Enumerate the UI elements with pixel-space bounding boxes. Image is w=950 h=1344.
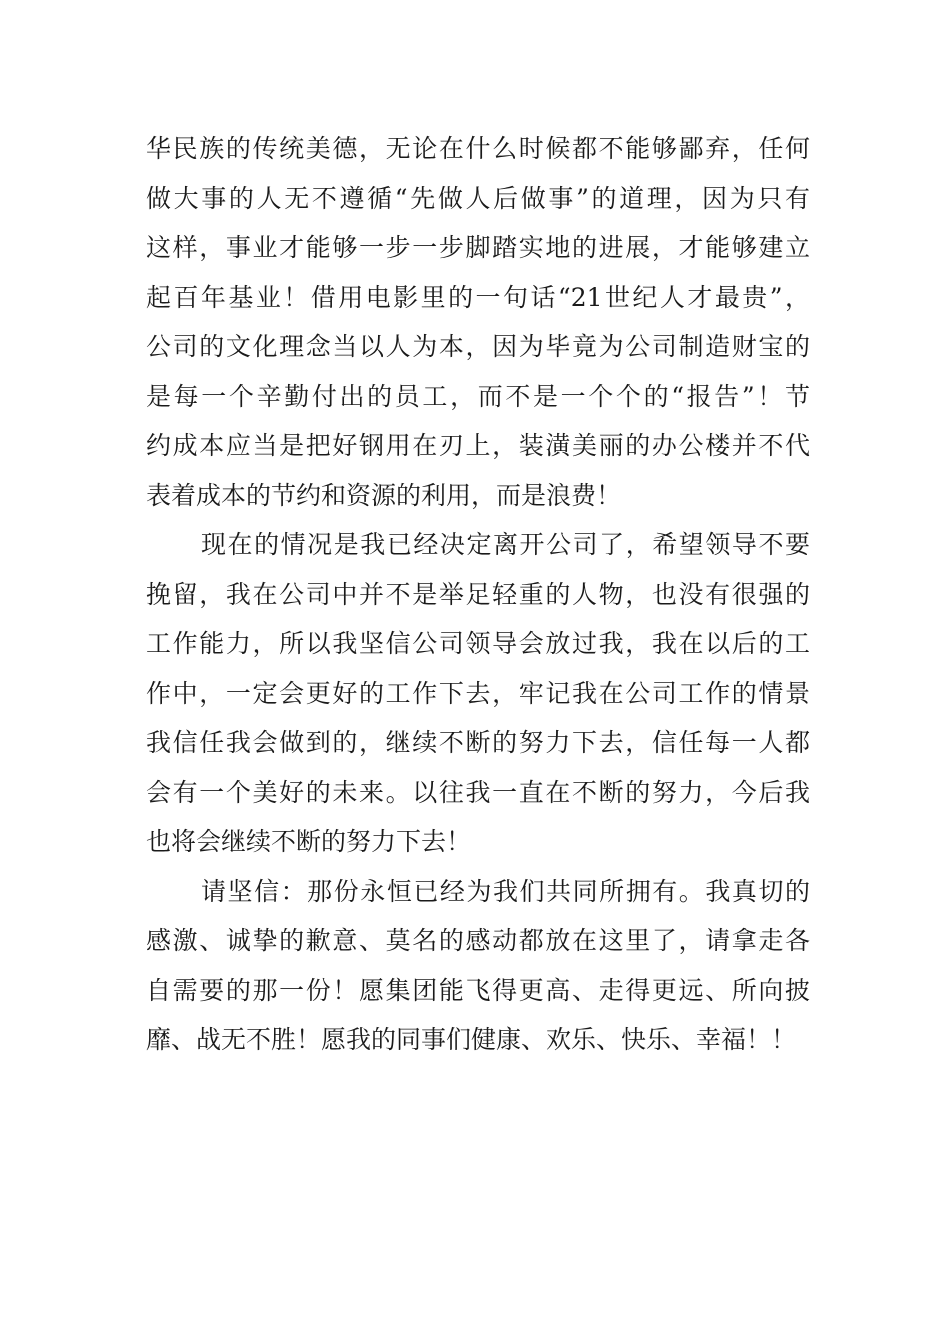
- text-line: 我信任我会做到的，继续不断的努力下去，信任每一人都: [146, 728, 810, 757]
- text-line: 华民族的传统美德，无论在什么时候都不能够鄙弃，任何: [146, 134, 810, 163]
- text-line: 这样，事业才能够一步一步脚踏实地的进展，才能够建立: [146, 233, 810, 262]
- text-line: 挽留，我在公司中并不是举足轻重的人物，也没有很强的: [146, 579, 810, 609]
- text-line: 作中，一定会更好的工作下去，牢记我在公司工作的情景: [146, 678, 810, 708]
- text-line: 是每一个辛勤付出的员工，而不是一个个的“报告”！节: [146, 381, 810, 411]
- paragraph-3: [146, 867, 810, 1065]
- text-line: 也将会继续不断的努力下去！: [146, 827, 472, 856]
- text-line: 自需要的那一份！愿集团能飞得更高、走得更远、所向披: [146, 975, 810, 1005]
- text-line: 表着成本的节约和资源的利用，而是浪费！: [146, 480, 622, 510]
- text-line: 靡、战无不胜！愿我的同事们健康、欢乐、快乐、幸福！！: [146, 1025, 797, 1054]
- text-line: 会有一个美好的未来。以往我一直在不断的努力，今后我: [146, 777, 810, 807]
- text-line: 约成本应当是把好钢用在刃上，装潢美丽的办公楼并不代: [146, 431, 810, 460]
- text-line: 起百年基业！借用电影里的一句话“21世纪人才最贵”，: [146, 282, 810, 312]
- paragraph-2: [146, 520, 810, 867]
- paragraph-1: [146, 124, 810, 520]
- text-line: 请坚信：那份永恒已经为我们共同所拥有。我真切的: [201, 876, 810, 906]
- text-line: 现在的情况是我已经决定离开公司了，希望领导不要: [201, 530, 810, 559]
- text-line: 公司的文化理念当以人为本，因为毕竟为公司制造财宝的: [146, 332, 810, 361]
- text-line: 工作能力，所以我坚信公司领导会放过我，我在以后的工: [146, 629, 810, 658]
- body-text: [146, 124, 810, 1065]
- text-line: 做大事的人无不遵循“先做人后做事”的道理，因为只有: [146, 183, 810, 213]
- text-line: 感激、诚挚的歉意、莫名的感动都放在这里了，请拿走各: [146, 926, 810, 955]
